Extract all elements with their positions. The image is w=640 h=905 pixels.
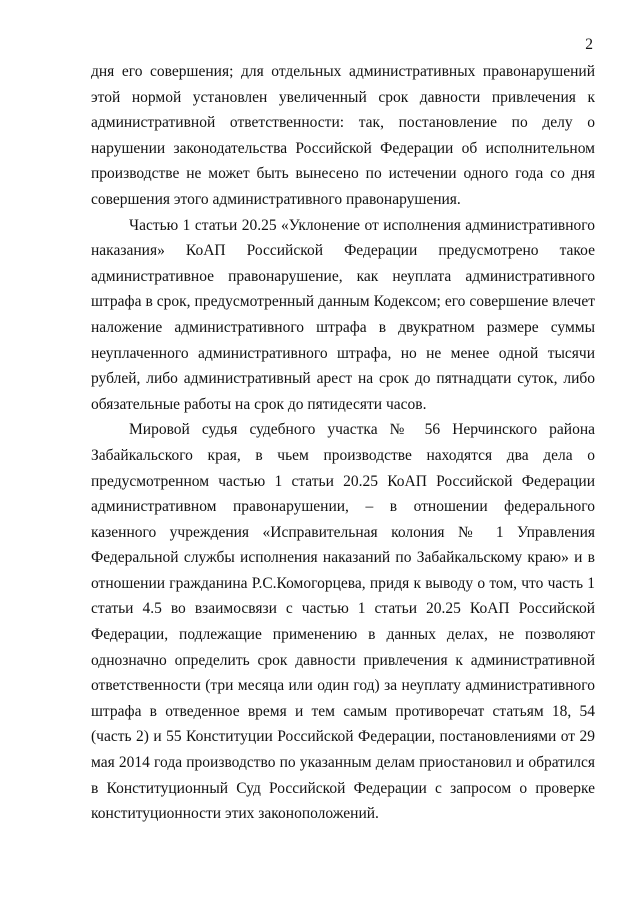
paragraph-continuation: дня его совершения; для отдельных административных правонарушений этой нормой установлен увеличенный срок давности привлечения к административной ответственности: так, постановление по делу о нарушении законодательства Российской Федерации об исполнительном производстве не может быть вынесено по истечении одного года со дня совершения этого административного правонарушения. <box>91 63 595 208</box>
document-body <box>91 59 595 827</box>
paragraph-article-20-25: Частью 1 статьи 20.25 «Уклонение от исполнения административного наказания» КоАП Российской Федерации предусмотрено такое административное правонарушение, как неуплата административного штрафа в срок, предусмотренный данным Кодексом; его совершение влечет наложение административного штрафа в двукратном размере суммы неуплаченного административного штрафа, но не менее одной тысячи рублей, либо административный арест на срок до пятнадцати суток, либо обязательные работы на срок до пятидесяти часов. <box>91 216 595 413</box>
page-number: 2 <box>585 36 593 53</box>
paragraph-magistrate-request: Мировой судья судебного участка № 56 Нерчинского района Забайкальского края, в чьем производстве находятся два дела о предусмотренном частью 1 статьи 20.25 КоАП Российской Федерации административном правонарушении, – в отношении федерального казенного учреждения «Исправительная колония № 1 Управления Федеральной службы исполнения наказаний по Забайкальскому краю» и в отношении гражданина Р.С.Комогорцева, придя к выводу о том, что часть 1 статьи 4.5 во взаимосвязи с частью 1 статьи 20.25 КоАП Российской Федерации, подлежащие применению в данных делах, не позволяют однозначно определить срок давности привлечения к административной ответственности (три месяца или один год) за неуплату административного штрафа в отведенное время и тем самым противоречат статьям 18, 54 (часть 2) и 55 Конституции Российской Федерации, постановлениями от 29 мая 2014 года производство по указанным делам приостановил и обратился в Конституционный Суд Российской Федерации с запросом о проверке конституционности этих законоположений. <box>91 421 595 823</box>
